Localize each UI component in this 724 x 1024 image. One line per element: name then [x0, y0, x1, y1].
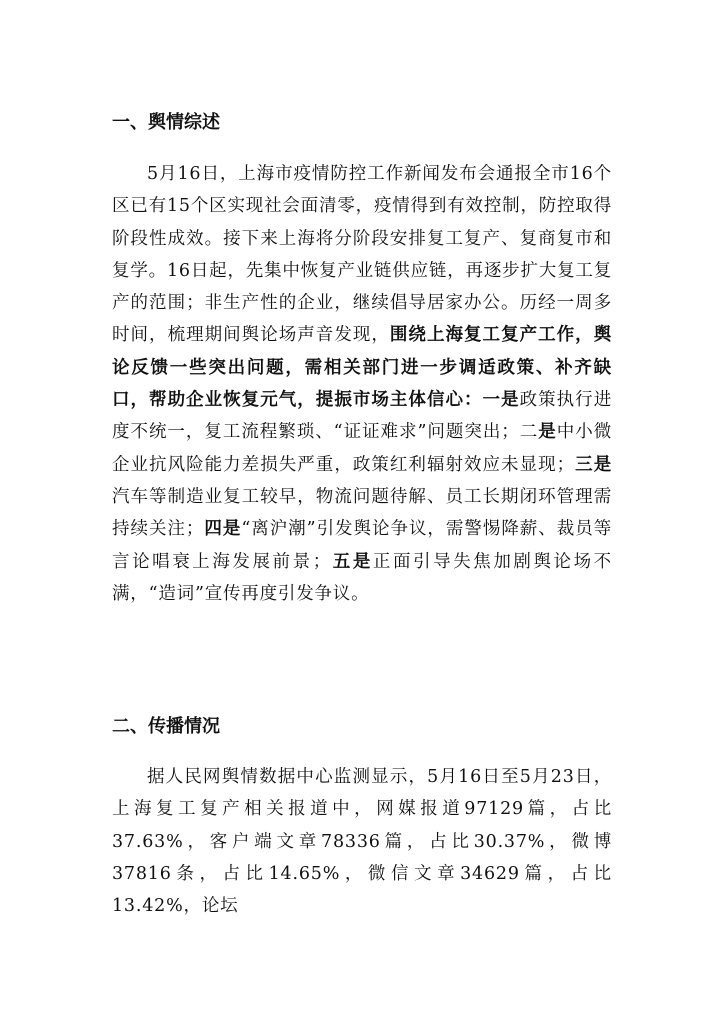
- text-run: 正面引导失焦加剧舆论场不满，“造词”宣传再度引发争议。: [112, 551, 612, 604]
- section-heading-overview: 一、舆情综述: [112, 112, 220, 133]
- bold-text-run: 五是: [331, 551, 373, 572]
- overview-paragraph: [112, 158, 612, 688]
- bold-text-run: 四是: [204, 519, 242, 540]
- bold-text-run: 三是: [574, 454, 612, 475]
- bold-text-run: 一是: [482, 390, 520, 411]
- text-run: 中小微企业抗风险能力差损失严重，政策红利辐射效应未显现；: [112, 422, 612, 475]
- text-run: 汽车等制造业复工较早，物流问题待解、员工长期闭环管理需持续关注；: [112, 486, 612, 540]
- section-heading-spread: 二、传播情况: [112, 716, 220, 737]
- bold-text-run: 围绕上海复工复产工作，舆论反馈一些突出问题，需相关部门进一步调适政策、补齐缺口，帮助企业恢复元气，提振市场主体信心：: [112, 325, 612, 411]
- bold-text-run: 是: [538, 422, 557, 443]
- text-run: “离沪潮”引发舆论争议，需警惕降薪、裁员等言论唱衰上海发展前景；: [112, 519, 612, 572]
- spread-paragraph: [112, 761, 612, 921]
- text-run: 政策执行进度不统一，复工流程繁琐、“证证难求”问题突出；二: [112, 390, 612, 443]
- text-run: 5月16日，上海市疫情防控工作新闻发布会通报全市16个区已有15个区实现社会面清零，疫情得到有效控制，防控取得阶段性成效。接下来上海将分阶段安排复工复产、复商复市和复学。16日起，先集中恢复产业链供应链，再逐步扩大复工复产的范围；非生产性的企业，继续倡导居家办公。历经一周多时间，梳理期间舆论场声音发现，: [112, 164, 612, 346]
- text-run: 据人民网舆情数据中心监测显示，5月16日至5月23日，上海复工复产相关报道中，网媒报道97129篇，占比37.63%，客户端文章78336篇，占比30.37%，微博37816条，占比14.65%，微信文章34629篇，占比13.42%，论坛: [112, 767, 612, 917]
